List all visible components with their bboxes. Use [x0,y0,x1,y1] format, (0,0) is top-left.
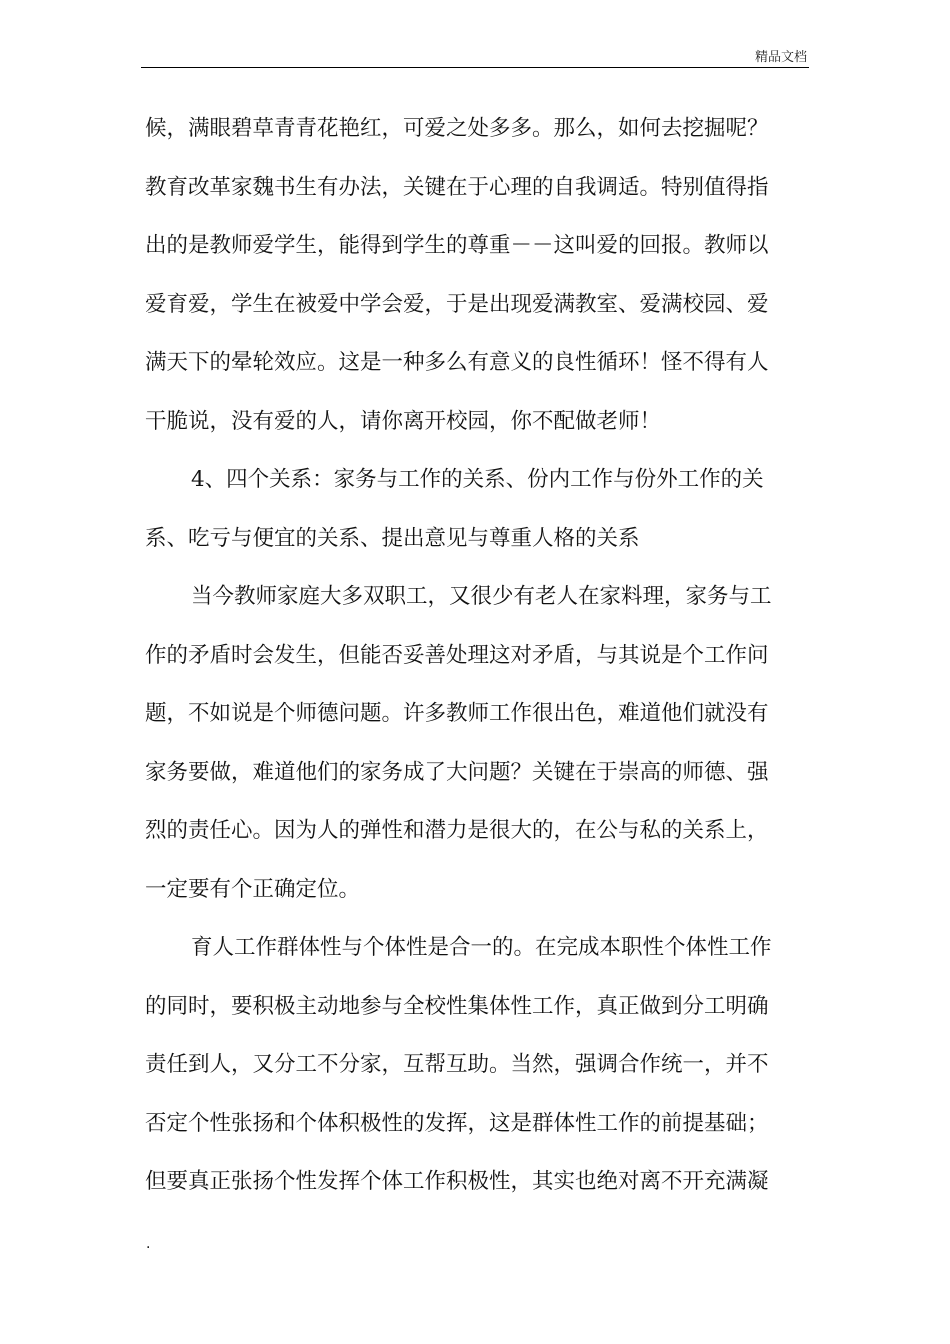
footer-mark: . [146,1236,151,1252]
text-line: 但要真正张扬个性发挥个体工作积极性，其实也绝对离不开充满凝 [145,1169,769,1194]
text-line: 的同时，要积极主动地参与全校性集体性工作，真正做到分工明确 [145,993,769,1019]
text-line: 烈的责任心。因为人的弹性和潜力是很大的，在公与私的关系上， [145,818,769,843]
text-line: 一定要有个正确定位。 [145,876,361,902]
section-heading-line: 系、吃亏与便宜的关系、提出意见与尊重人格的关系 [145,525,640,551]
text-line: 干脆说，没有爱的人，请你离开校园，你不配做老师！ [145,408,662,434]
header-divider [141,67,809,68]
text-line: 否定个性张扬和个体积极性的发挥，这是群体性工作的前提基础； [145,1110,769,1136]
text-line: 责任到人，又分工不分家，互帮互助。当然，强调合作统一，并不 [145,1052,769,1077]
text-line: 家务要做，难道他们的家务成了大问题？关键在于崇高的师德、强 [145,759,769,785]
text-line: 爱育爱，学生在被爱中学会爱，于是出现爱满教室、爱满校园、爱 [145,291,769,317]
text-line: 候，满眼碧草青青花艳红，可爱之处多多。那么，如何去挖掘呢？ [145,116,769,141]
page-header-label: 精品文档 [754,50,807,65]
text-line: 当今教师家庭大多双职工，又很少有老人在家料理，家务与工 [191,584,772,609]
text-line: 育人工作群体性与个体性是合一的。在完成本职性个体性工作 [191,935,772,960]
text-line: 题，不如说是个师德问题。许多教师工作很出色，难道他们就没有 [145,701,769,726]
text-line: 作的矛盾时会发生，但能否妥善处理这对矛盾，与其说是个工作问 [145,642,769,668]
text-line: 满天下的晕轮效应。这是一种多么有意义的良性循环！怪不得有人 [145,350,769,375]
text-line: 出的是教师爱学生，能得到学生的尊重－－这叫爱的回报。教师以 [145,233,769,258]
section-heading-line: 4、四个关系：家务与工作的关系、份内工作与份外工作的关 [191,467,764,492]
document-body [145,100,797,1212]
text-line: 教育改革家魏书生有办法，关键在于心理的自我调适。特别值得指 [145,174,769,200]
